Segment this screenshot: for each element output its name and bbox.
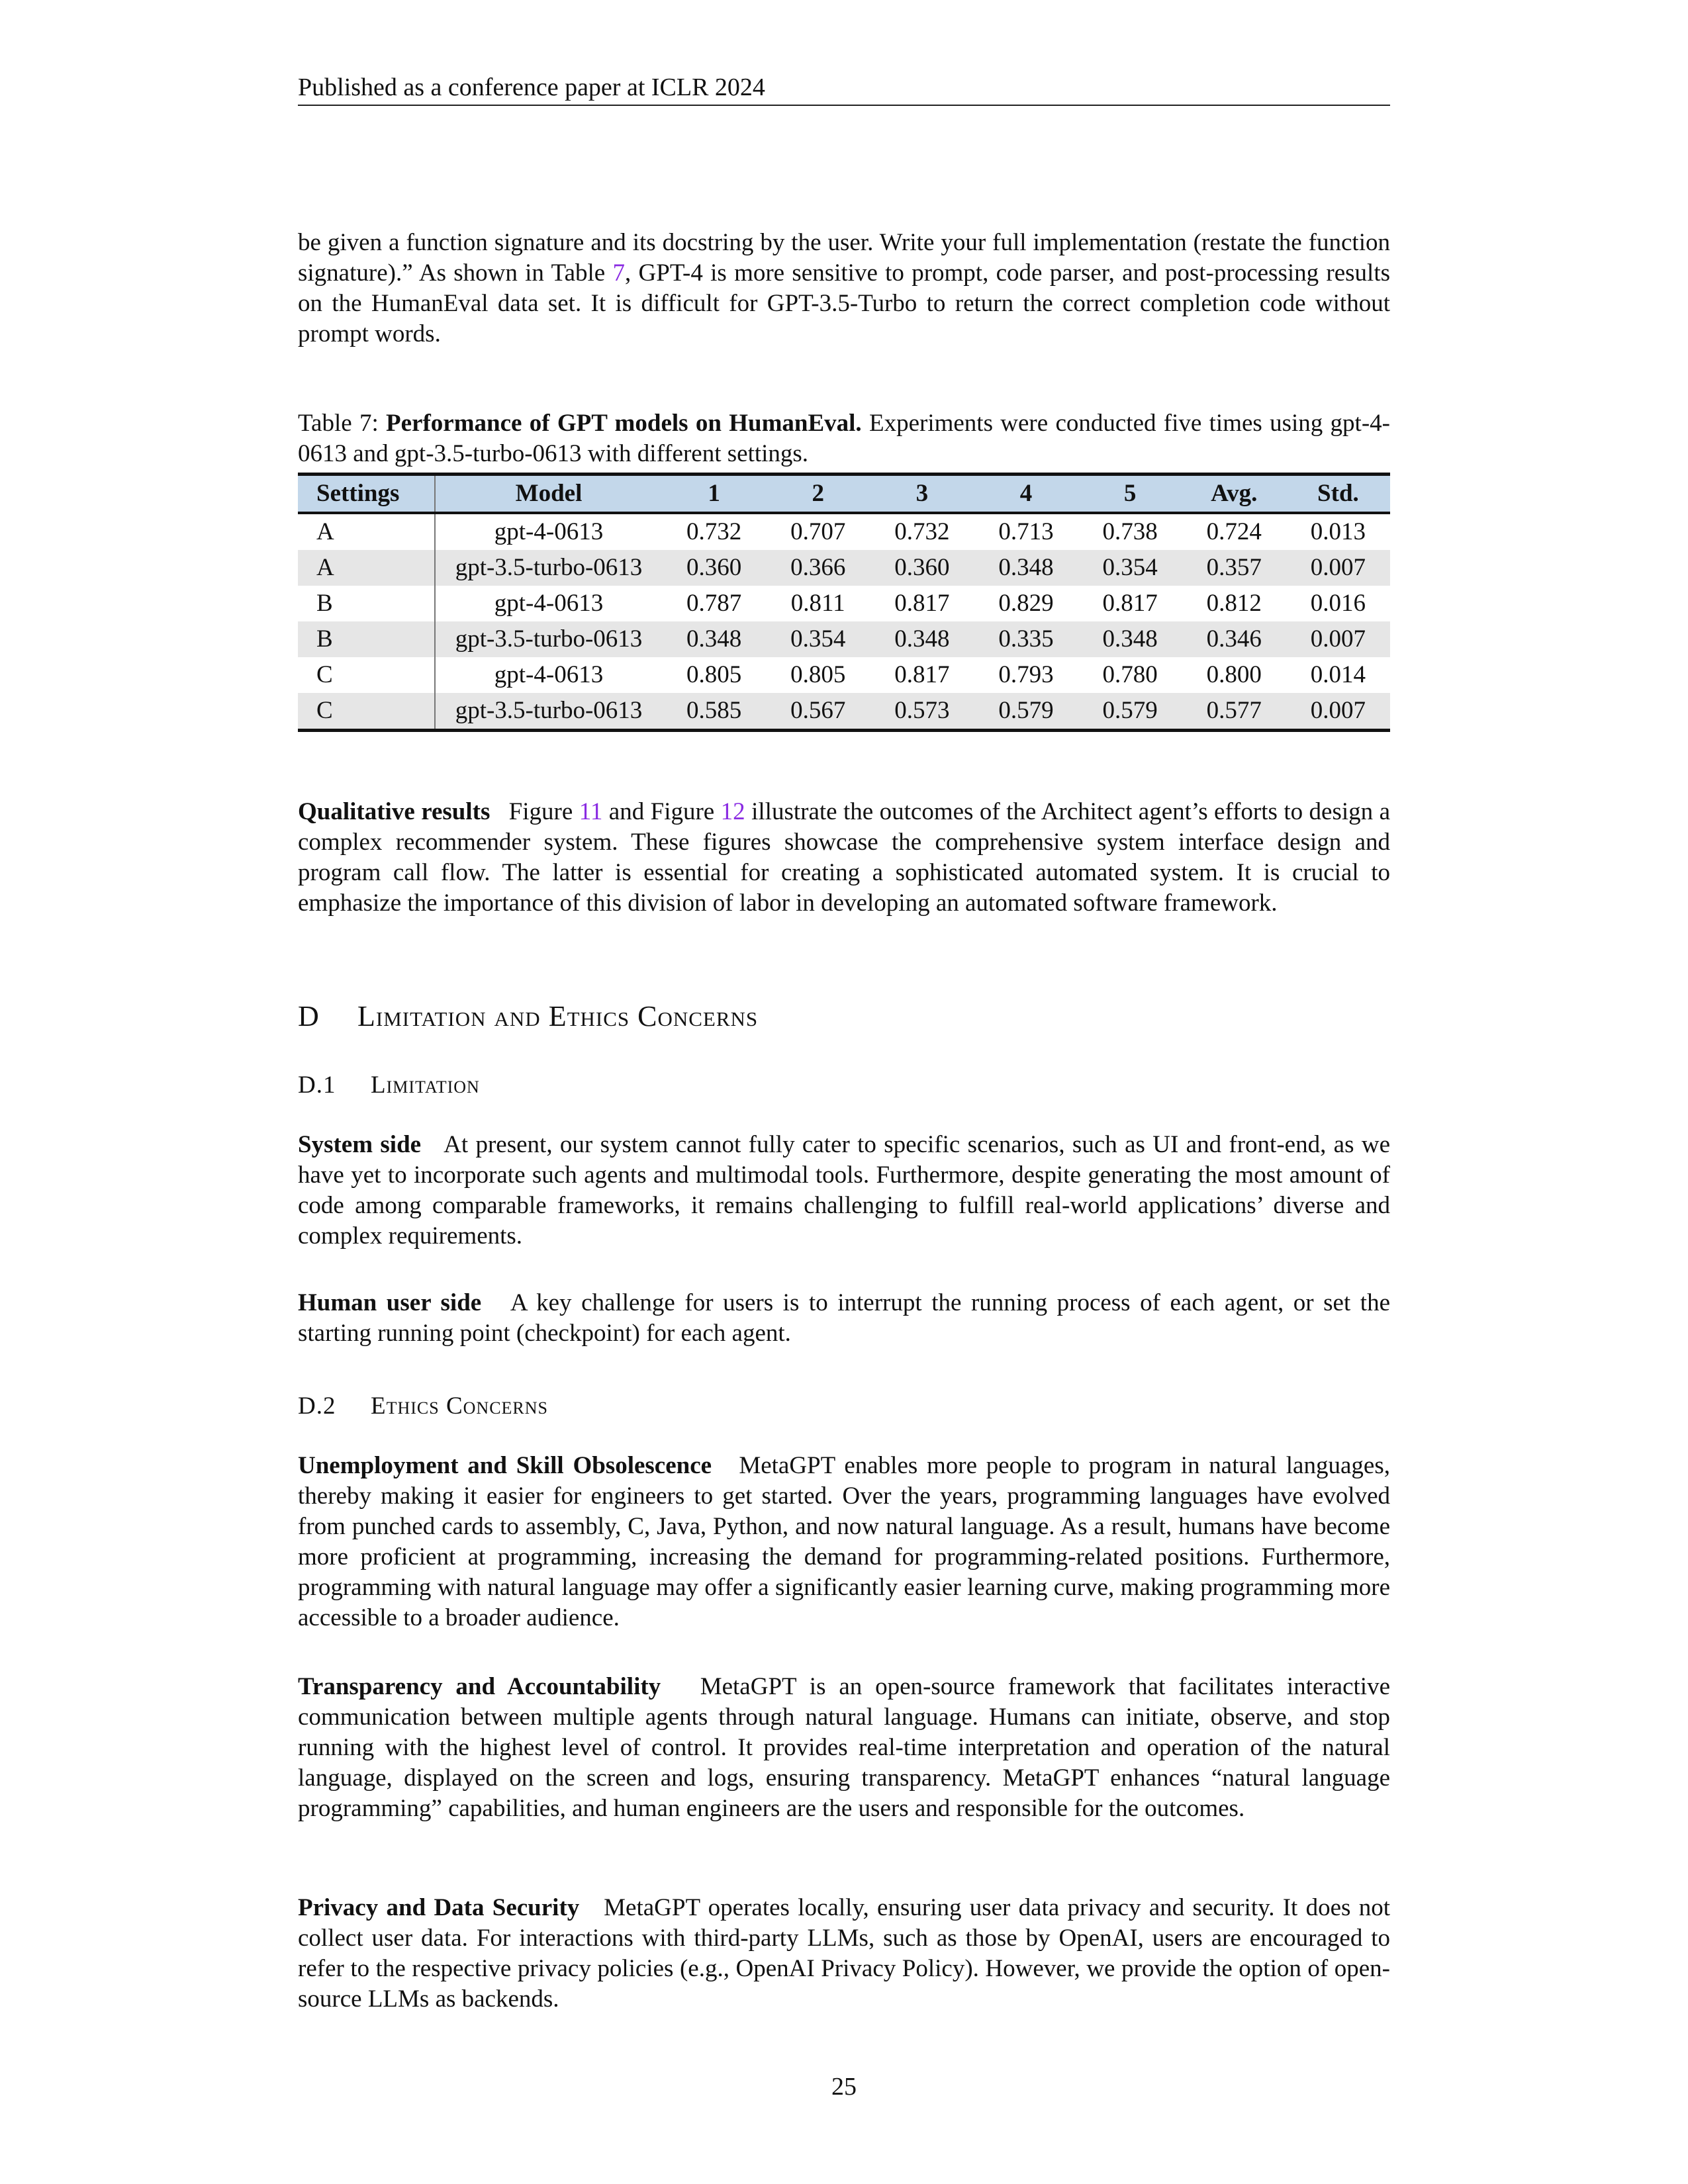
paragraph-text: MetaGPT enables more people to program in natural languages, thereby making it easier for engineers to get started. Over the years, programming languages have evolved from punched cards to assembly, C, Java, Python, and now natural language. As a result, humans have become more proficient at programming, increasing the demand for programming-related positions. Furthermore, programming with natural language may offer a significantly easier learning curve, making programming more accessible to a broader audience. [298,1452,1390,1631]
caption-title: Performance of GPT models on HumanEval. [386,410,862,437]
cell-value: 0.787 [686,590,742,617]
section-title: Limitation and Ethics Concerns [357,1000,759,1032]
intro-text-cont: , GPT-4 is more sensitive to prompt, code parser, and post-processing results on the HumanEval data set. It is difficult for GPT-3.5-Turbo to return the correct completion code without prompt words. [298,259,1391,347]
running-header: Published as a conference paper at ICLR 2024 [298,71,1390,106]
cell-value: 0.713 [998,518,1054,545]
paragraph-heading: Human user side [298,1289,482,1316]
cell-value: 0.354 [790,625,846,653]
header-run-1: 1 [662,475,766,514]
results-table [298,473,1390,732]
cell-model: gpt-3.5-turbo-0613 [435,693,662,731]
cell-avg: 0.724 [1206,518,1262,545]
cell-std: 0.013 [1310,518,1366,545]
qualitative-text: Figure [508,798,579,825]
subsection-heading [298,1070,1390,1101]
table-row [298,513,1390,550]
figure-ref-link[interactable]: 11 [579,798,603,825]
privacy-paragraph [298,1893,1390,2015]
cell-model: gpt-3.5-turbo-0613 [455,554,643,581]
subsection-heading [298,1391,1390,1422]
paragraph-text: At present, our system cannot fully cater to specific scenarios, such as UI and front-end, as we have yet to incorporate such agents and multimodal tools. Furthermore, despite generating the most amount of code among comparable frameworks, it remains challenging to fulfill real-world applications’ diverse and complex requirements. [298,1131,1390,1250]
cell-value: 0.360 [686,554,742,581]
cell-value: 0.811 [790,590,845,617]
cell-model: gpt-3.5-turbo-0613 [455,625,643,653]
header-run-3: 3 [870,475,974,514]
table-row [298,586,1390,621]
cell-value: 0.780 [1102,661,1158,688]
cell-setting: C [298,657,435,693]
cell-avg: 0.812 [1206,590,1262,617]
intro-text: be given a function signature and its docstring by the user. Write your full implementation (restate the function signature).” As shown in Table [298,229,1390,287]
intro-paragraph [298,228,1390,349]
paragraph-heading: Qualitative results [298,798,491,825]
cell-avg: 0.800 [1206,661,1262,688]
cell-value: 0.567 [766,693,870,731]
cell-value: 0.829 [998,590,1054,617]
system-side-paragraph [298,1130,1390,1251]
cell-setting: B [298,621,435,657]
cell-value: 0.707 [790,518,846,545]
cell-value: 0.585 [662,693,766,731]
cell-value: 0.805 [686,661,742,688]
cell-std: 0.007 [1310,554,1366,581]
header-avg: Avg. [1182,475,1286,514]
cell-value: 0.738 [1102,518,1158,545]
caption-label: Table 7: [298,410,387,437]
cell-value: 0.817 [1102,590,1158,617]
table-ref-link[interactable]: 7 [612,259,625,287]
section-heading [298,998,1390,1035]
cell-setting: C [298,693,435,731]
header-run-4: 4 [974,475,1078,514]
cell-value: 0.805 [790,661,846,688]
subsection-title: Ethics Concerns [371,1392,549,1420]
cell-value: 0.348 [894,625,950,653]
cell-value: 0.817 [894,661,950,688]
cell-value: 0.817 [894,590,950,617]
unemployment-paragraph [298,1451,1390,1633]
cell-value: 0.573 [870,693,974,731]
cell-value: 0.732 [686,518,742,545]
cell-value: 0.348 [998,554,1054,581]
cell-value: 0.354 [1102,554,1158,581]
table-row [298,550,1390,586]
header-settings: Settings [298,475,435,514]
cell-value: 0.335 [998,625,1054,653]
cell-value: 0.366 [790,554,846,581]
caption-text: Experiments were conducted five times using gpt-4-0613 and gpt-3.5-turbo-0613 with different settings. [298,410,1390,467]
paragraph-text: MetaGPT is an open-source framework that facilitates interactive communication between multiple agents through natural language. Humans can initiate, observe, and stop running with the highest level of control. It provides real-time interpretation and operation of the natural language, displayed on the screen and logs, ensuring transparency. MetaGPT enhances “natural language programming” capabilities, and human engineers are the users and responsible for the outcomes. [298,1673,1390,1822]
paragraph-heading: Privacy and Data Security [298,1894,580,1921]
qualitative-text: and Figure [602,798,721,825]
cell-setting: A [298,513,435,550]
cell-std: 0.007 [1286,693,1390,731]
subsection-title: Limitation [371,1071,480,1099]
cell-value: 0.732 [894,518,950,545]
paragraph-text: A key challenge for users is to interrupt the running process of each agent, or set the starting running point (checkpoint) for each agent. [298,1289,1390,1347]
cell-value: 0.360 [894,554,950,581]
table-row [298,621,1390,657]
cell-value: 0.348 [686,625,742,653]
cell-value: 0.793 [998,661,1054,688]
cell-setting: A [298,550,435,586]
cell-model: gpt-4-0613 [494,661,604,688]
qualitative-paragraph [298,797,1390,919]
human-side-paragraph [298,1288,1390,1349]
cell-std: 0.014 [1310,661,1366,688]
cell-avg: 0.346 [1206,625,1262,653]
cell-value: 0.579 [1078,693,1182,731]
table-row [298,693,1390,731]
cell-std: 0.007 [1310,625,1366,653]
table-row [298,657,1390,693]
paragraph-heading: Transparency and Accountability [298,1673,661,1700]
cell-avg: 0.357 [1206,554,1262,581]
paragraph-text: MetaGPT operates locally, ensuring user data privacy and security. It does not collect user data. For interactions with third-party LLMs, such as those by OpenAI, users are encouraged to refer to the respective privacy policies (e.g., OpenAI Privacy Policy). However, we provide the option of open-source LLMs as backends. [298,1894,1390,2013]
cell-value: 0.348 [1102,625,1158,653]
page-number: 25 [831,2073,857,2101]
cell-std: 0.016 [1310,590,1366,617]
cell-model: gpt-4-0613 [494,590,604,617]
cell-avg: 0.577 [1182,693,1286,731]
section-number: D [298,1000,320,1032]
cell-value: 0.579 [974,693,1078,731]
paragraph-heading: Unemployment and Skill Obsolescence [298,1452,712,1479]
transparency-paragraph [298,1672,1390,1824]
paragraph-heading: System side [298,1131,422,1158]
table-caption [298,408,1390,469]
header-run-5: 5 [1078,475,1182,514]
header-run-2: 2 [766,475,870,514]
qualitative-text: illustrate the outcomes of the Architect agent’s efforts to design a complex recommender system. These figures showcase the comprehensive system interface design and program call flow. The latter is essential for creating a sophisticated automated system. It is crucial to emphasize the importance of this division of labor in developing an automated software framework. [298,798,1391,917]
subsection-number: D.1 [298,1071,336,1099]
header-std: Std. [1286,475,1390,514]
subsection-number: D.2 [298,1392,336,1420]
cell-model: gpt-4-0613 [494,518,604,545]
header-model: Model [435,475,662,514]
cell-setting: B [298,586,435,621]
table-header-row [298,475,1390,514]
figure-ref-link[interactable]: 12 [720,798,745,825]
